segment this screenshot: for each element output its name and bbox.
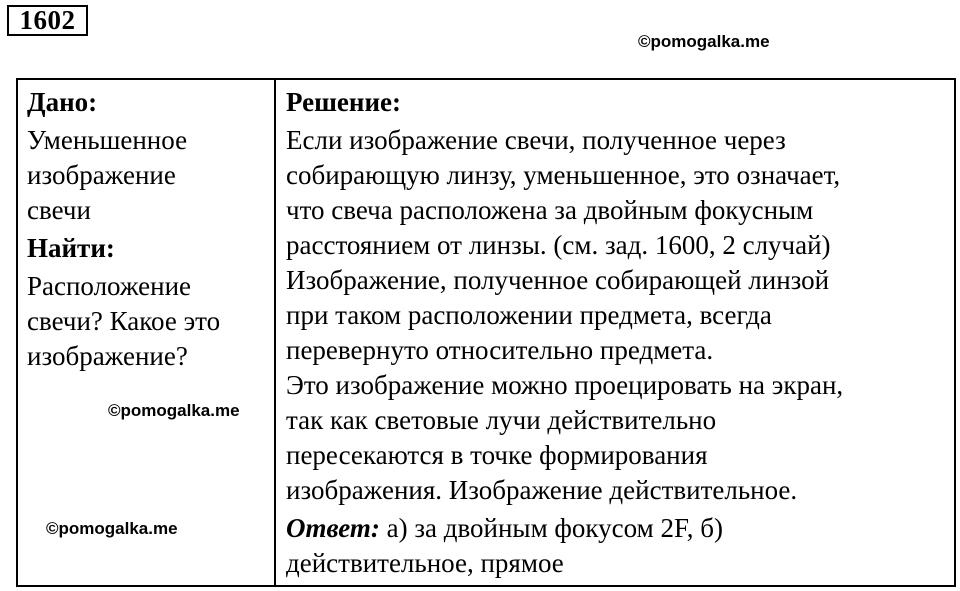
answer-line: [286, 511, 951, 546]
answer-label: Ответ:: [286, 513, 380, 543]
solution-line: собирающую линзу, уменьшенное, это означает,: [286, 160, 841, 190]
find-line: Расположение: [27, 271, 192, 301]
solution-line: Изображение, полученное собирающей линзой: [286, 265, 830, 295]
find-heading: Найти:: [27, 233, 115, 263]
solution-line: так как световые лучи действительно: [286, 405, 717, 435]
problem-number: 1602: [7, 5, 88, 36]
solution-line: перевернуто относительно предмета.: [286, 335, 714, 365]
solution-line: изображения. Изображение действительное.: [286, 475, 798, 505]
given-column: [27, 85, 271, 374]
solution-line: при таком расположении предмета, всегда: [286, 300, 772, 330]
column-divider: [274, 80, 276, 585]
given-heading: Дано:: [27, 87, 98, 117]
solution-heading: Решение:: [286, 87, 401, 117]
given-line: изображение: [27, 160, 176, 190]
watermark: ©pomogalka.me: [108, 401, 240, 420]
find-line: свечи? Какое это: [27, 306, 221, 336]
given-line: Уменьшенное: [27, 125, 188, 155]
solution-column: [286, 85, 951, 581]
solution-line: пересекаются в точке формирования: [286, 440, 708, 470]
given-line: свечи: [27, 195, 91, 225]
solution-line: Это изображение можно проецировать на экран,: [286, 370, 844, 400]
solution-table: [16, 78, 956, 587]
find-line: изображение?: [27, 341, 188, 371]
solution-line: Если изображение свечи, полученное через: [286, 125, 786, 155]
answer-line: действительное, прямое: [286, 548, 564, 578]
answer-text: а) за двойным фокусом 2F, б): [379, 513, 724, 543]
watermark: ©pomogalka.me: [46, 519, 178, 538]
solution-line: расстоянием от линзы. (см. зад. 1600, 2 случай): [286, 230, 831, 260]
watermark: ©pomogalka.me: [638, 32, 770, 51]
solution-line: что свеча расположена за двойным фокусным: [286, 195, 814, 225]
